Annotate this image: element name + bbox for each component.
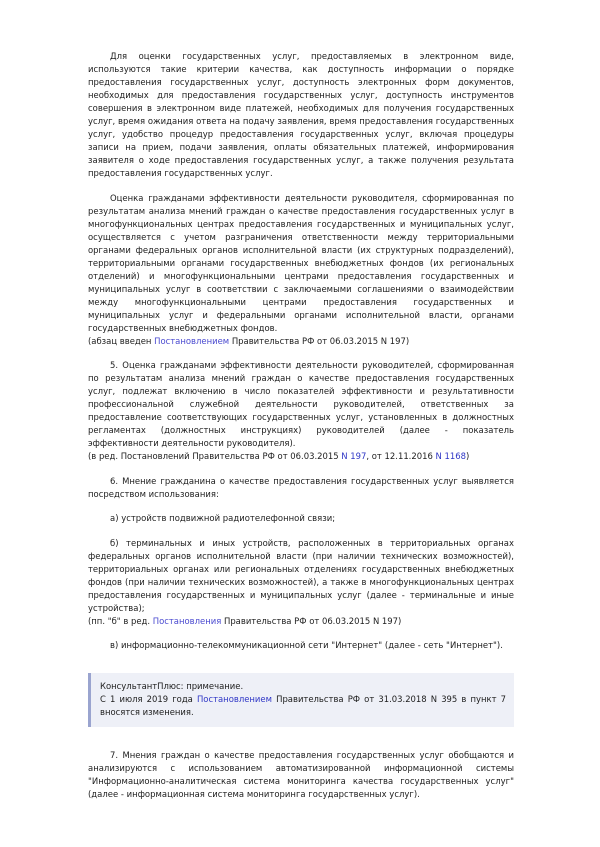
consultant-plus-note bbox=[88, 673, 514, 728]
ref-middle: , от 12.11.2016 bbox=[366, 451, 436, 461]
note-body-prefix: С 1 июля 2019 года bbox=[100, 693, 197, 704]
link-postanovleniya-197[interactable]: Постановления bbox=[152, 615, 222, 626]
spacer bbox=[88, 664, 514, 667]
paragraph-item-6a: а) устройств подвижной радиотелефонной связи; bbox=[110, 513, 336, 523]
ref-prefix: (пп. "б" в ред. bbox=[88, 615, 153, 626]
paragraph-item-6b: б) терминальных и иных устройств, расположенных в территориальных органах федеральных органов исполнительной власти (при наличии технических возможностей), территориальных органах или региональных отделениях государственных внебюджетных фондов (при наличии технических возможностей), а также в многофункциональных центрах предоставления государственных и муниципальных услуг (далее - терминальные и иные устройства); bbox=[88, 537, 514, 613]
link-postanovleniem-197[interactable]: Постановлением bbox=[154, 335, 230, 346]
reference-line-abzac bbox=[88, 335, 514, 348]
note-body-suffix: Правительства РФ от 31.03.2018 N 395 в пункт 7 вносятся изменения. bbox=[100, 693, 507, 717]
spacer bbox=[88, 741, 514, 749]
paragraph-item-7: 7. Мнения граждан о качестве предоставления государственных услуг обобщаются и анализируются с использованием автоматизированной информационной системы "Информационно-аналитическая система мониторинга качества государственных услуг" (далее - информационная система мониторинга государственных услуг). bbox=[88, 750, 514, 800]
reference-line-vred-5 bbox=[88, 450, 514, 463]
paragraph-item-5: 5. Оценка гражданами эффективности деятельности руководителей, сформированная по результатам анализа мнений граждан о качестве предоставления государственных услуг, подлежат включению в число показателей эффективности и результативности профессиональной служебной деятельности руководителей, ответственных за предоставление соответствующих государственных услуг, установленных в должностных регламентах (должностных инструкциях) руководителей (далее - показатель эффективности деятельности руководителя). bbox=[88, 360, 514, 448]
ref-suffix: Правительства РФ от 06.03.2015 N 197) bbox=[229, 335, 410, 346]
ref-suffix: ) bbox=[466, 451, 470, 461]
link-postanovleniem-395[interactable]: Постановлением bbox=[196, 693, 272, 704]
ref-prefix: (абзац введен bbox=[88, 335, 155, 346]
paragraph-item-6: 6. Мнение гражданина о качестве предоставления государственных услуг выявляется посредством использования: bbox=[88, 475, 514, 499]
note-title: КонсультантПлюс: примечание. bbox=[100, 680, 244, 691]
paragraph-citizen-assessment: Оценка гражданами эффективности деятельности руководителя, сформированная по результатам анализа мнений граждан о качестве предоставления государственных услуг в многофункциональных центрах предоставления государственных и муниципальных услуг, осуществляется с учетом разграничения ответственности между территориальными органами федеральных органов исполнительной власти (их структурных подразделений), территориальными органами государственных внебюджетных фондов (их региональных отделений) и многофункциональными центрами предоставления государственных и муниципальных услуг в соответствии с заключаемыми соглашениями о взаимодействии между многофункциональными центрами предоставления государственных и муниципальных услуг и федеральными органами исполнительной власти, органами государственных внебюджетных фондов. bbox=[88, 192, 514, 333]
note-body bbox=[100, 693, 506, 719]
link-n-197[interactable]: N 197 bbox=[341, 451, 367, 461]
ref-suffix: Правительства РФ от 06.03.2015 N 197) bbox=[221, 615, 402, 626]
link-n-1168[interactable]: N 1168 bbox=[435, 451, 466, 461]
ref-prefix: (в ред. Постановлений Правительства РФ от 06.03.2015 bbox=[88, 451, 342, 461]
paragraph-criteria-quality: Для оценки государственных услуг, предоставляемых в электронном виде, используются такие критерии качества, как доступность информации о порядке предоставления государственных услуг, доступность электронных форм документов, необходимых для предоставления государственных услуг, доступность инструментов совершения в электронном виде платежей, необходимых для получения государственных услуг, время ожидания ответа на подачу заявления, время предоставления государственных услуг, удобство процедур предоставления государственных услуг, включая процедуры записи на прием, подачи заявления, оплаты обязательных платежей, информирования заявителя о ходе предоставления государственных услуг, а также получения результата предоставления государственных услуг. bbox=[88, 51, 514, 178]
reference-line-pp-b bbox=[88, 615, 514, 628]
paragraph-item-6v: в) информационно-телекоммуникационной сети "Интернет" (далее - сеть "Интернет"). bbox=[110, 640, 503, 650]
